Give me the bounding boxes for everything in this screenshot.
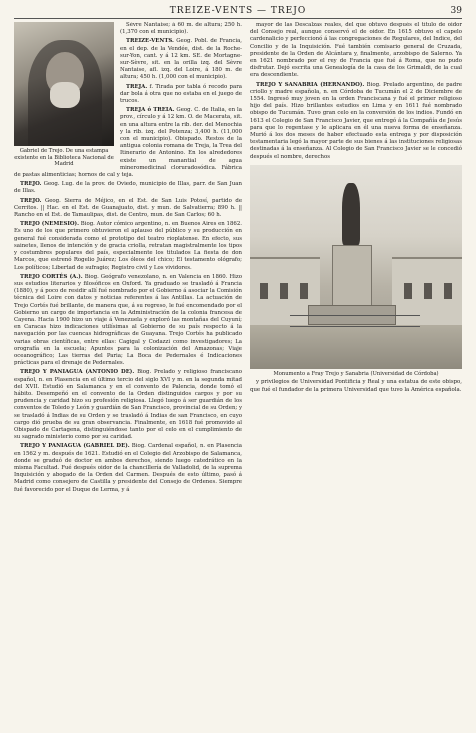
monument-caption: Monumento a Fray Trejo y Sanabria (Universidad de Córdoba) (273, 370, 439, 377)
monument-figure (250, 165, 462, 378)
dictionary-entry (250, 379, 462, 393)
dictionary-entry (14, 274, 242, 368)
right-entries-bottom (250, 379, 462, 393)
entry-text: Biog. Autor cómico argentino, n. en Buenos Aires en 1862. Es uno de los que primero obtuvieron el aplauso del público y su producción en general fué considerada como el prototipo del teatro rioplatense. En efecto, sus sainetes, llenos de intención y de gracia criolla, retratan magistralmente los tipos y costumbres populares del país, especialmente los titulados La fiesta de don Marcos, que estrenó Rogelio Juárez; Los óleos del chico; El testamento ológrafo; Los políticos; Libertad de sufragio; Registro civil y Los vividores. (14, 221, 242, 271)
entry-headword: TREJO Y SANABRIA (HERNANDO). (256, 81, 365, 88)
portrait-caption: Gabriel de Trejo. De una estampa existente en la Biblioteca Nacional de Madrid (14, 148, 114, 168)
entry-headword: TREJA. (126, 83, 148, 90)
entry-text: y privilegios de Universidad Pontificia y Real y una estatua de este obispo, que fué el fundador de la primera Universidad que tuvo la América española. (250, 379, 462, 393)
entry-text: Biog. Cardenal español, n. en Plasencia en 1562 y m. después de 1621. Estudió en el Colegio del Arzobispo de Salamanca, donde se graduó de doctor en ambos derechos, siendo luego catedrático en la misma Facultad. Fué después oidor de la chancillería de Valladolid, de la suprema Inquisición y abogado de la Orden del Carmen. Después de esto último, pasó á Madrid como consejero de Castilla y presidente del Consejo de Ordenes. Siempre fué favorecido por el Duque de Lerma, y á (14, 443, 242, 493)
entry-text: Biog. Prelado argentino, de padre criollo y madre española, n. en Córdoba de Tucumán el 2 de Diciembre de 1554. Ingresó muy joven en la orden Franciscana y fué el primer religioso hijo del país. Hizo brillantes estudios en Lima y en 1611 fué nombrado obispo de Tucumán. Tuvo gran celo en la conversión de los indios. Fundó en 1613 el Colegio de San Francisco Javier, que entregó á la Compañía de Jesús para que lo regentase y le aplicara en él una nueva forma de enseñanza. Murió á los dos meses de haber efectuado esta entrega y por disposición testamentaria legó la mayor parte de sus bienes á las instituciones religiosas destinadas á la enseñanza. Al Colegio de San Francisco Javier se le concedió después el nombre, derechos (250, 81, 462, 160)
dictionary-entry (14, 369, 242, 441)
dictionary-entry (250, 82, 462, 161)
entry-text: Biog. Prelado y religioso franciscano español, n. en Plasencia en el último tercio del siglo XVI y m. en la segunda mitad del XVII. Estudió en Salamanca y en el convento de Palencia, donde tomó el hábito. Desempeñó en el convento de la Orden distinguidos cargos y por su prudencia y caridad hizo su profesión religiosa. Llegó luego á ser guardián de los conventos de Toledo y León y guardián de San Francisco, provincial de su Orden; y se trasladó á Indias de su Orden y se trasladó á Indias de san Francisco, en cuyo cargo dió prueba de su gran observancia. Finalmente, en 1618 fué promovido al Obispado de Cartagena, distinguiéndose tanto por el celo en el cumplimiento de su sagrado ministerio como por su caridad. (14, 369, 242, 441)
right-entries-top (250, 22, 462, 161)
header-rule (14, 18, 462, 19)
left-column (14, 22, 242, 722)
entry-headword: TREJO. (20, 181, 42, 188)
right-column (250, 22, 462, 722)
dictionary-entry (14, 443, 242, 493)
entry-text: Geog. Sierra de Méjico, en el Est. de San Luis Potosí, partido de Cerritos. || Hac. en el Est. de Guanajuato, dist. y mun. de Salvatierra; 890 h. || Rancho en el Est. de Tamaulipas, dist. de Centro, mun. de San Carlos; 60 h. (14, 197, 242, 219)
entry-text: Geog. C. de Italia, en la prov., círculo y á 12 km. O. de Macerata, sit. en una altura entre la rib. der. del Menochia y la rib. izq. del Potenza; 3,400 h. (11,000 con el municipio). Obispado. Restos de la antigua colonia romana de Treja, la Trea del Itinerario de Antonino. En los alrededores existe un manantial de agua mineromedicinal cloruradosódica. Fábrica de pastas alimenticias; hornos de cal y teja. (14, 107, 242, 179)
entry-headword: TREJA ó TREIA. (126, 107, 175, 114)
entry-headword: TREJO. (20, 197, 42, 204)
portrait-image (14, 22, 114, 146)
entry-headword: TREJO Y PANIAGUA (ANTONIO DE). (20, 369, 135, 376)
entry-headword: TREJO Y PANIAGUA (GABRIEL DE). (20, 443, 130, 450)
entry-text: Geog. Pobl. de Francia, en el dep. de la Vendée, dist. de la Roche-sur-Yon, cant. y á 12 km. SE. de Mortagne-sur-Sèvre, sit. en la orilla izq. del Sèvre Nantaise, afl. izq. del Loire, á 180 m. de altura; 450 h. (1,000 con el municipio). (120, 38, 242, 81)
dictionary-entry (14, 181, 242, 195)
entry-text: mayor de las Descalzas reales, del que obtuvo después el título de oidor del Consejo real, aunque conservó el de oidor. En 1615 obtuvo el capelo cardenalicio y perfeccionó á las congregaciones de Regulares, del Indice, del Concilio y de la Inquisición. Fué también comisario general de Cruzada, presidente de la Orden de Alcántara y, finalmente, arzobispo de Salerno. Ya en 1621 nombrado por el rey de Francia que fué á Roma, que no pudo disfrutar. Dejó escrita una Genealogía de la casa de los Grimaldi, de la cual era descendiente. (250, 22, 462, 79)
dictionary-entry (14, 198, 242, 220)
dictionary-entry (250, 22, 462, 80)
entry-headword: TREIZE-VENTS. (126, 38, 174, 45)
entry-headword: TREJO (NEMESIO). (20, 221, 79, 228)
dictionary-entry (14, 221, 242, 271)
entry-text: Geog. Lug. de la prov. de Oviedo, municipio de Illas, parr. de San Juan de Illas. (14, 181, 242, 195)
entry-text: f. Tirada por tabla ó recodo para dar bola á otra que no estaba en el juego de trucos. (120, 83, 242, 105)
monument-image (250, 165, 462, 369)
page-number: 39 (450, 6, 462, 16)
entry-text: Biog. Geógrafo venezolano, n. en Valencia en 1860. Hizo sus estudios literarios y filosóficos en Oxford. Ya graduado se trasladó á Francia (1880), y á poco de residir allí fué nombrado por el Gobierno á asociar la Comisión técnica del Loire con datos y noticias referentes á las Antillas. La actuación de Trejo Cortés fué brillante, de manera que, á su regreso, le fué encomendado por el Gobierno un cargo de importancia en la Administración de la colonia francesa de Cayena. Hacia 1900 hizo un viaje á Venezuela y exploró las montañas del Cuyuní; en Caracas hizo indicaciones utilísimas al Gobierno de su país respecto á la navegación por las cuencas hidrográficas de Guayana. Trejo Cortés ha publicado varias obras científicas, entre ellas: Cagigal y Codazzi como investigadores; La orografía en la escuela; Apuntes para la colonización del Amazonas; Viaje oceanográfico; Las tierras del Paria; La Boca de Pedernales é Indicaciones prácticas para el drenaje de Pedernales. (14, 273, 242, 367)
portrait-figure (14, 22, 114, 168)
entry-text: Sèvre Nantaise; á 60 m. de altura; 250 h. (1,370 con el municipio). (120, 22, 242, 36)
entry-headword: TREJO CORTÉS (A.). (20, 273, 83, 280)
running-title: TREIZE-VENTS — TREJO (169, 6, 307, 16)
